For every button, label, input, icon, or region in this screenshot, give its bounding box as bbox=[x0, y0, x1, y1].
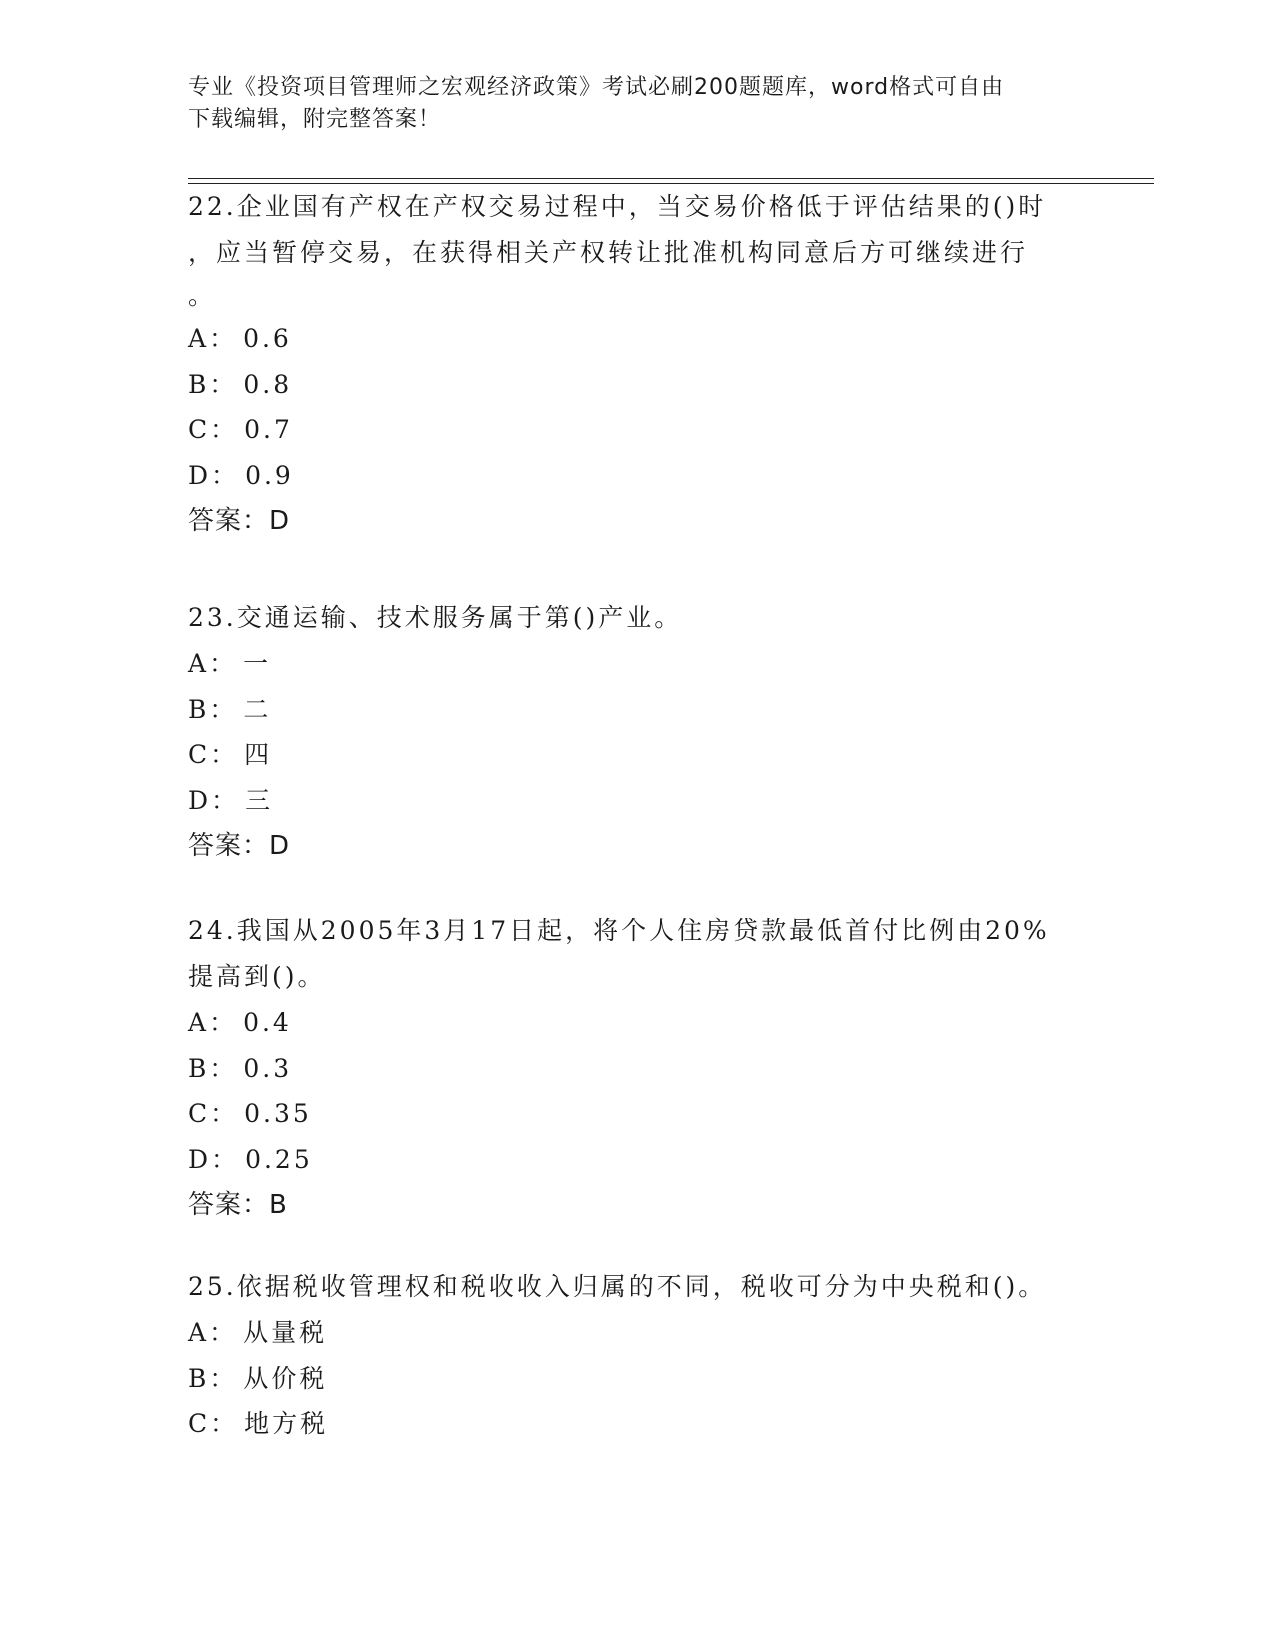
option-d bbox=[188, 453, 1088, 499]
option-text: 0.4 bbox=[243, 1008, 292, 1037]
option-text: 0.6 bbox=[243, 324, 292, 353]
option-letter: C bbox=[188, 740, 211, 769]
stem-line: 25.依据税收管理权和税收收入归属的不同，税收可分为中央税和()。 bbox=[188, 1272, 1047, 1301]
option-d bbox=[188, 778, 1088, 824]
header-line-1: 专业《投资项目管理师之宏观经济政策》考试必刷200题题库，word格式可自由 bbox=[188, 75, 1005, 100]
option-text: 从价税 bbox=[243, 1363, 328, 1393]
question-stem bbox=[188, 184, 1088, 316]
question-22 bbox=[188, 184, 1088, 544]
option-text: 0.35 bbox=[244, 1099, 312, 1128]
option-separator: ： bbox=[210, 1099, 239, 1128]
option-separator: ： bbox=[209, 1363, 238, 1393]
option-text: 地方税 bbox=[244, 1409, 329, 1438]
option-separator: ： bbox=[209, 694, 238, 724]
option-a bbox=[188, 1000, 1088, 1046]
option-text: 0.3 bbox=[243, 1053, 293, 1083]
option-separator: ： bbox=[211, 785, 240, 815]
option-separator: ： bbox=[209, 1318, 238, 1347]
option-letter: D bbox=[188, 460, 212, 490]
option-letter: D bbox=[188, 1144, 212, 1174]
stem-line: 23.交通运输、技术服务属于第()产业。 bbox=[188, 603, 683, 632]
option-letter: D bbox=[188, 785, 212, 815]
option-text: 0.25 bbox=[245, 1144, 313, 1174]
option-b bbox=[188, 687, 1088, 733]
stem-line: 。 bbox=[188, 281, 217, 310]
option-text: 一 bbox=[243, 649, 272, 678]
header-line-2: 下载编辑，附完整答案！ bbox=[188, 107, 442, 132]
option-a bbox=[188, 316, 1088, 362]
option-separator: ： bbox=[209, 324, 238, 353]
option-c bbox=[188, 732, 1088, 778]
question-23 bbox=[188, 595, 1088, 869]
option-separator: ： bbox=[211, 1144, 240, 1174]
option-d bbox=[188, 1137, 1088, 1183]
option-separator: ： bbox=[210, 415, 239, 444]
question-24 bbox=[188, 908, 1088, 1228]
option-separator: ： bbox=[210, 1409, 239, 1438]
option-b bbox=[188, 1046, 1088, 1092]
option-text: 0.7 bbox=[244, 415, 293, 444]
question-stem bbox=[188, 595, 1088, 641]
stem-line: ，应当暂停交易，在获得相关产权转让批准机构同意后方可继续进行 bbox=[188, 238, 1029, 267]
option-letter: C bbox=[188, 1099, 211, 1128]
option-text: 四 bbox=[244, 740, 273, 769]
answer-label: 答案：D bbox=[188, 506, 291, 536]
document-header bbox=[188, 72, 1068, 136]
stem-line: 提高到()。 bbox=[188, 962, 326, 991]
option-text: 三 bbox=[245, 785, 274, 815]
option-letter: B bbox=[188, 369, 210, 399]
stem-line: 22.企业国有产权在产权交易过程中，当交易价格低于评估结果的()时 bbox=[188, 192, 1047, 221]
option-c bbox=[188, 1401, 1088, 1447]
option-separator: ： bbox=[209, 649, 238, 678]
header-divider-top bbox=[188, 178, 1154, 179]
option-c bbox=[188, 407, 1088, 453]
option-letter: A bbox=[188, 649, 210, 678]
option-text: 二 bbox=[243, 694, 272, 724]
option-letter: C bbox=[188, 1409, 211, 1438]
option-letter: A bbox=[188, 324, 210, 353]
option-separator: ： bbox=[209, 1008, 238, 1037]
option-letter: A bbox=[188, 1318, 210, 1347]
stem-line: 24.我国从2005年3月17日起，将个人住房贷款最低首付比例由20% bbox=[188, 916, 1050, 945]
option-a bbox=[188, 1310, 1088, 1356]
option-letter: B bbox=[188, 694, 210, 724]
option-letter: B bbox=[188, 1363, 210, 1393]
option-letter: A bbox=[188, 1008, 210, 1037]
question-25 bbox=[188, 1264, 1088, 1447]
option-separator: ： bbox=[210, 740, 239, 769]
option-text: 0.8 bbox=[243, 369, 293, 399]
option-text: 从量税 bbox=[243, 1318, 328, 1347]
option-letter: C bbox=[188, 415, 211, 444]
option-a bbox=[188, 641, 1088, 687]
option-b bbox=[188, 362, 1088, 408]
answer-label: 答案：B bbox=[188, 1190, 288, 1220]
option-separator: ： bbox=[209, 1053, 238, 1083]
option-letter: B bbox=[188, 1053, 210, 1083]
question-stem bbox=[188, 908, 1088, 1000]
answer-label: 答案：D bbox=[188, 831, 291, 861]
option-separator: ： bbox=[211, 460, 240, 490]
question-stem bbox=[188, 1264, 1088, 1310]
option-c bbox=[188, 1091, 1088, 1137]
option-text: 0.9 bbox=[245, 460, 294, 490]
option-separator: ： bbox=[209, 369, 238, 399]
option-b bbox=[188, 1356, 1088, 1402]
